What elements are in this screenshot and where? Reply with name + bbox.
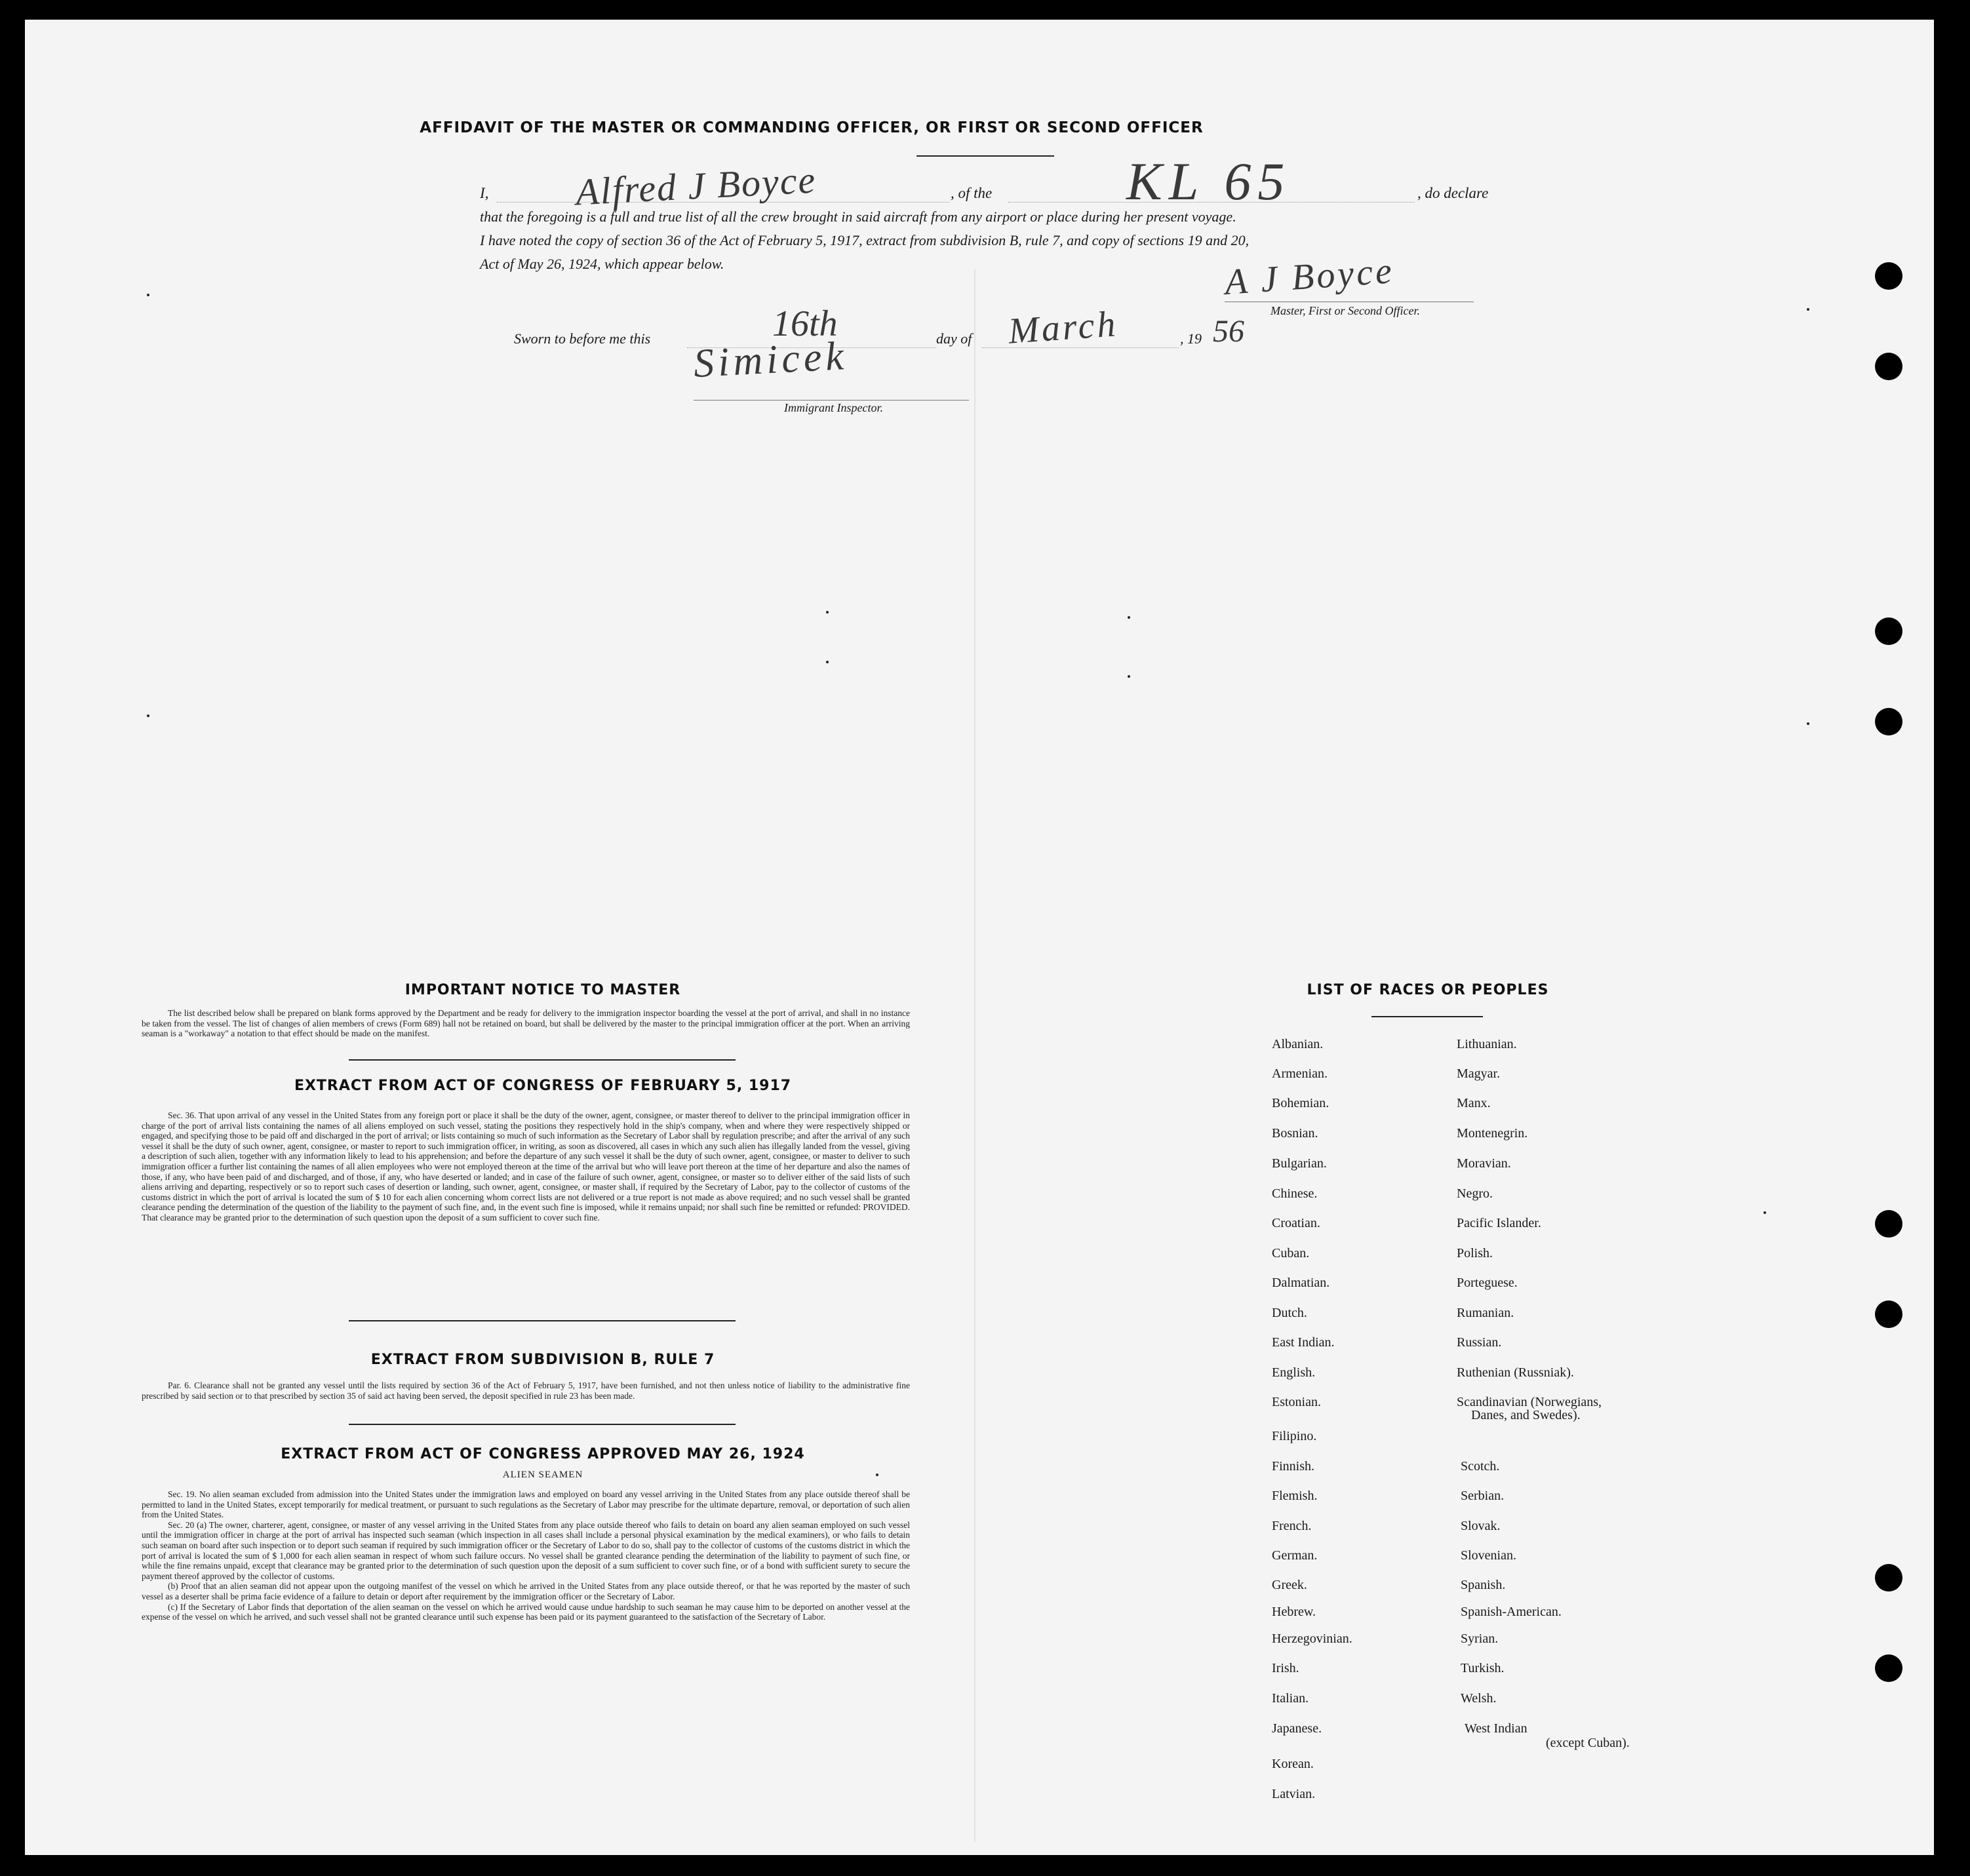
speck xyxy=(147,294,149,296)
race-item: Russian. xyxy=(1457,1335,1502,1350)
race-item: Latvian. xyxy=(1272,1787,1316,1801)
extract-rule7-body xyxy=(142,1380,910,1401)
race-item: Manx. xyxy=(1457,1096,1491,1110)
punch-hole xyxy=(1875,1654,1902,1682)
extract-1924-subtitle: ALIEN SEAMEN xyxy=(502,1470,583,1480)
affidavit-line-4: Act of May 26, 1924, which appear below. xyxy=(480,256,724,272)
race-item: German. xyxy=(1272,1548,1318,1563)
master-name-handwritten: Alfred J Boyce xyxy=(574,158,818,214)
race-item: Magyar. xyxy=(1457,1066,1501,1081)
affidavit-title-rule xyxy=(916,155,1054,157)
race-item: Serbian. xyxy=(1461,1489,1505,1503)
race-item: East Indian. xyxy=(1272,1335,1335,1350)
race-item: Bulgarian. xyxy=(1272,1156,1327,1171)
punch-hole xyxy=(1875,1564,1902,1592)
sworn-year-handwritten: 56 xyxy=(1213,314,1244,349)
notice-divider xyxy=(349,1059,736,1061)
inspector-signature-line xyxy=(694,400,969,401)
race-item: Bosnian. xyxy=(1272,1126,1318,1141)
affidavit-line-3: I have noted the copy of section 36 of the Act of February 5, 1917, extract from subdivision B, rule 7, and copy of sections 19 and 20, xyxy=(480,232,1250,248)
race-item: Herzegovinian. xyxy=(1272,1632,1352,1646)
race-item: Spanish. xyxy=(1461,1578,1506,1592)
inspector-signature-handwritten: Simicek xyxy=(692,333,849,387)
race-item: Danes, and Swedes). xyxy=(1471,1408,1581,1422)
race-item: Scotch. xyxy=(1461,1459,1500,1474)
race-item: Hebrew. xyxy=(1272,1605,1316,1619)
notice-title: IMPORTANT NOTICE TO MASTER xyxy=(404,982,681,998)
races-title: LIST OF RACES OR PEOPLES xyxy=(1307,982,1549,998)
sworn-prefix: Sworn to before me this xyxy=(514,330,651,347)
speck xyxy=(147,714,149,717)
race-item: Spanish-American. xyxy=(1461,1605,1562,1619)
speck xyxy=(826,611,829,614)
race-item: Polish. xyxy=(1457,1246,1493,1260)
extract-1917-title: EXTRACT FROM ACT OF CONGRESS OF FEBRUARY 5, 1917 xyxy=(294,1078,792,1094)
race-item: (except Cuban). xyxy=(1546,1736,1630,1750)
race-item: Dalmatian. xyxy=(1272,1276,1330,1290)
extract-1917-body xyxy=(142,1110,910,1223)
race-item: Japanese. xyxy=(1272,1721,1322,1736)
punch-hole xyxy=(1875,262,1902,290)
races-title-rule xyxy=(1371,1016,1483,1017)
master-signature-handwritten: A J Boyce xyxy=(1223,250,1396,303)
speck xyxy=(1807,722,1809,725)
race-item: Finnish. xyxy=(1272,1459,1315,1474)
extract-1924-sec20b: (b) Proof that an alien seaman did not appear upon the outgoing manifest of the vessel on which he arrived in the United States from any place outside thereof, or that he was reported by the master of such vessel as a deserter shall be prima facie evidence of a failure to detain or deport after requirement by the immigration officer or the Secretary of Labor. xyxy=(142,1581,910,1601)
race-item: Italian. xyxy=(1272,1691,1309,1706)
race-item: West Indian xyxy=(1465,1721,1527,1736)
punch-hole xyxy=(1875,1300,1902,1328)
notice-body-text: The list described below shall be prepared on blank forms approved by the Department and be ready for delivery to the immigration inspector boarding the vessel at the port of arrival, and shall in no instance be taken from the vessel. The list of changes of alien members of crews (Form 689) hall not be retained on board, but shall be delivered by the master to the principal immigration officer at the port. When an arriving seaman is a "workaway" a notation to that effect should be made on the manifest. xyxy=(142,1008,910,1039)
race-item: Moravian. xyxy=(1457,1156,1511,1171)
notice-body xyxy=(142,1008,910,1039)
speck xyxy=(1128,616,1130,619)
race-item: Armenian. xyxy=(1272,1066,1328,1081)
speck xyxy=(826,661,829,663)
extract-rule7-divider xyxy=(349,1424,736,1425)
extract-rule7-title: EXTRACT FROM SUBDIVISION B, RULE 7 xyxy=(370,1352,715,1368)
center-fold-crease xyxy=(974,269,975,1842)
inspector-caption: Immigrant Inspector. xyxy=(784,401,883,414)
race-item: Porteguese. xyxy=(1457,1276,1518,1290)
race-item: Flemish. xyxy=(1272,1489,1318,1503)
sworn-year-prefix: , 19 xyxy=(1180,330,1202,347)
race-item: Turkish. xyxy=(1461,1661,1505,1675)
extract-rule7-text: Par. 6. Clearance shall not be granted any vessel until the lists required by section 36 of the Act of February 5, 1917, have been furnished, and not then unless notice of liability to the administrative fine prescribed by said section or to that prescribed by section 35 of said act having been served, the deposit specified in rule 23 has been made. xyxy=(142,1380,910,1401)
race-item: Korean. xyxy=(1272,1757,1314,1771)
affidavit-do-declare: , do declare xyxy=(1417,185,1489,201)
race-item: Chinese. xyxy=(1272,1186,1318,1201)
race-item: French. xyxy=(1272,1519,1312,1533)
speck xyxy=(1128,675,1130,678)
race-item: Ruthenian (Russniak). xyxy=(1457,1365,1574,1380)
race-item: Slovenian. xyxy=(1461,1548,1516,1563)
punch-hole xyxy=(1875,1210,1902,1238)
race-item: Rumanian. xyxy=(1457,1306,1514,1320)
extract-1924-sec19: Sec. 19. No alien seaman excluded from admission into the United States under the immigration laws and employed on board any vessel arriving in the United States from any place outside thereof shall be permitted to land in the United States, except temporarily for medical treatment, or pursuant to such regulations as the Secretary of Labor may prescribe for the ultimate departure, removal, or deportation of such alien from the United States. xyxy=(142,1489,910,1520)
sworn-day-of: day of xyxy=(936,330,972,347)
affidavit-of-the: , of the xyxy=(951,185,993,201)
extract-1924-sec20a: Sec. 20 (a) The owner, charterer, agent, consignee, or master of any vessel arriving in the United States from any place outside thereof who fails to detain on board any alien seaman employed on such vessel until the immigration officer in charge at the port of arrival has inspected such seaman (which inspection in all cases shall include a personal physical examination by the medical examiners), or who fails to detain such seaman on board after such inspection or to deport such seaman if required by such immigration officer or the Secretary of Labor to do so, shall pay to the collector of customs of the customs district in which the port of arrival is located the sum of $ 1,000 for each alien seaman in respect of whom such failure occurs. No vessel shall be granted clearance pending the determination of the liability to payment of such fine, or while the fine remains unpaid, except that clearance may be granted prior to the determination of such question upon the deposit of a sum sufficient to cover such fine, or of a bond with sufficient surety to secure the payment thereof approved by the collector of customs. xyxy=(142,1519,910,1581)
race-item: Montenegrin. xyxy=(1457,1126,1528,1141)
race-item: Irish. xyxy=(1272,1661,1299,1675)
punch-hole xyxy=(1875,708,1902,735)
race-item: Bohemian. xyxy=(1272,1096,1330,1110)
speck xyxy=(1807,308,1809,311)
extract-1924-body xyxy=(142,1489,910,1622)
punch-hole xyxy=(1875,617,1902,645)
sworn-month-handwritten: March xyxy=(1007,303,1120,352)
speck xyxy=(1763,1211,1766,1214)
race-item: Greek. xyxy=(1272,1578,1307,1592)
race-item: Dutch. xyxy=(1272,1306,1307,1320)
extract-1917-text: Sec. 36. That upon arrival of any vessel in the United States from any foreign port or place it shall be the duty of the owner, agent, consignee, or master thereof to deliver to the principal immigration officer in charge of the port of arrival lists containing the names of all aliens employed on such vessel, stating the positions they respectively hold in the ship's company, when and where they were respectively shipped or engaged, and specifying those to be paid off and discharged in the port of arrival; or lists containing so much of such information as the Secretary of Labor shall by regulation prescribe; and after the arrival of any such vessel it shall be the duty of such owner, agent, consignee, or master to report to such immigration officer, in writing, as soon as discovered, all cases in which any such alien has illegally landed from the vessel, giving a description of such alien, together with any information likely to lead to his apprehension; and before the departure of any such vessel it shall be the duty of such owner, agent, consignee, or master to deliver to such immigration officer a further list containing the names of all alien employees who were not employed thereon at the time of the arrival but who will leave port thereon at the time of her departure and also the names of those, if any, who have been paid of and discharged, and of those, if any, who have deserted or landed; and in case of the failure of such owner, agent, consignee, or master so to deliver either of the said lists of such aliens arriving and departing, respectively or so to report such cases of desertion or landing, such owner, agent, consignee, or master shall, if required by the Secretary of Labor, pay to the collector of customs of the customs district in which the port of arrival is located the sum of $ 10 for each alien concerning whom correct lists are not delivered or a true report is not made as above required; and no such vessel shall be granted clearance pending the determination of the question of the liability to the payment of such fine, and, in the event such fine is imposed, while it remains unpaid; nor shall such fine be remitted or refunded: PROVIDED. That clearance may be granted prior to the determination of such question upon the deposit of a sum sufficient to cover such fine. xyxy=(142,1110,910,1222)
race-item: Albanian. xyxy=(1272,1037,1324,1051)
master-signature-caption: Master, First or Second Officer. xyxy=(1271,304,1420,317)
race-item: Cuban. xyxy=(1272,1246,1310,1260)
race-item: Slovak. xyxy=(1461,1519,1501,1533)
aircraft-id-handwritten: KL 65 xyxy=(1126,151,1291,211)
document-page xyxy=(25,20,1934,1855)
race-item: Estonian. xyxy=(1272,1395,1321,1409)
affidavit-intro-i: I, xyxy=(480,185,489,201)
extract-1917-divider xyxy=(349,1320,736,1321)
extract-1924-title: EXTRACT FROM ACT OF CONGRESS APPROVED MAY 26, 1924 xyxy=(281,1446,805,1462)
race-item: Scandinavian (Norwegians, xyxy=(1457,1395,1602,1409)
race-item: Negro. xyxy=(1457,1186,1493,1201)
race-item: Lithuanian. xyxy=(1457,1037,1517,1051)
speck xyxy=(876,1474,878,1476)
affidavit-line-2: that the foregoing is a full and true list of all the crew brought in said aircraft from any airport or place during her present voyage. xyxy=(480,208,1236,225)
extract-1924-sec20c: (c) If the Secretary of Labor finds that deportation of the alien seaman on the vessel on which he arrived would cause undue hardship to such seaman he may cause him to be deported on another vessel at the expense of the vessel on which he arrived, and such vessel shall not be granted clearance until such expense has been paid or its payment guaranteed to the satisfaction of the Secretary of Labor. xyxy=(142,1601,910,1622)
race-item: Syrian. xyxy=(1461,1632,1499,1646)
race-item: English. xyxy=(1272,1365,1316,1380)
race-item: Pacific Islander. xyxy=(1457,1216,1541,1230)
affidavit-title: AFFIDAVIT OF THE MASTER OR COMMANDING OFFICER, OR FIRST OR SECOND OFFICER xyxy=(420,119,1204,136)
race-item: Welsh. xyxy=(1461,1691,1497,1706)
sworn-day-handwritten: 16th xyxy=(772,303,838,344)
race-item: Croatian. xyxy=(1272,1216,1320,1230)
punch-hole xyxy=(1875,353,1902,380)
race-item: Filipino. xyxy=(1272,1429,1317,1443)
